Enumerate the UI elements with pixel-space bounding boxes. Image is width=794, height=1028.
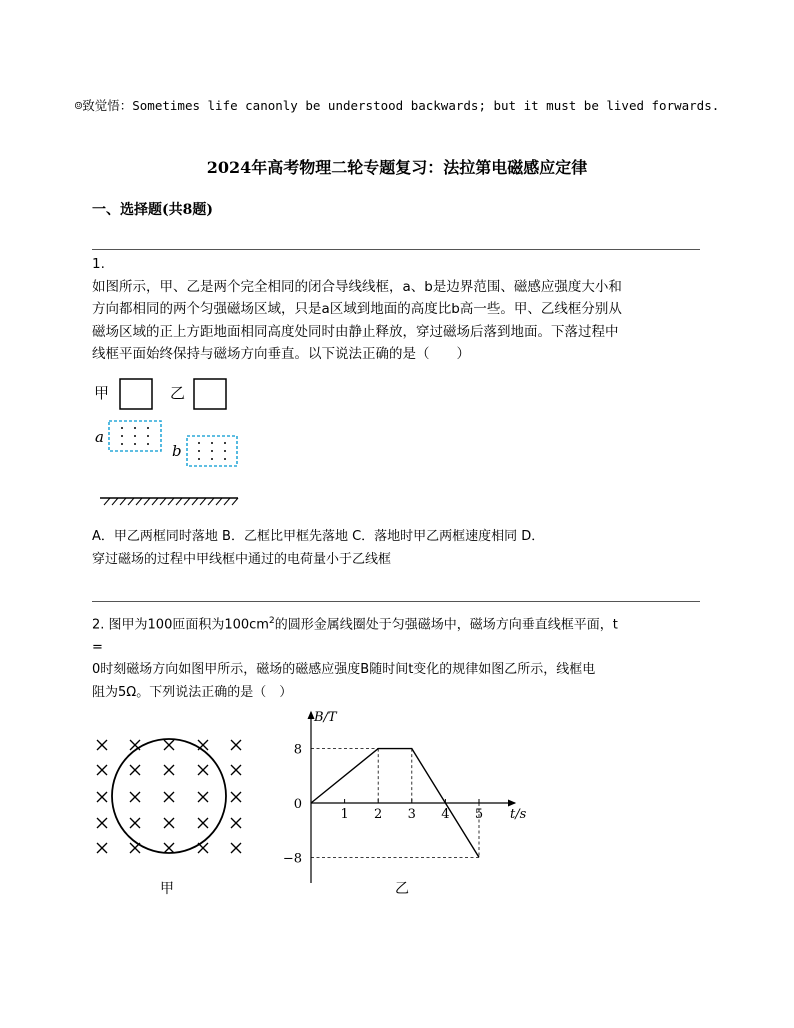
question-2-line: = — [92, 639, 103, 655]
divider — [92, 601, 700, 602]
y-tick-label: 0 — [293, 797, 302, 812]
y-axis-label: B/T — [314, 710, 337, 725]
field-crosses — [97, 740, 241, 853]
field-dots-b — [198, 442, 226, 460]
divider — [92, 249, 700, 250]
label-b: b — [172, 442, 182, 460]
x-tick-label: 5 — [474, 807, 484, 822]
question-1 — [92, 253, 704, 366]
x-tick-label: 4 — [441, 807, 450, 822]
question-2-line: 阻为5Ω。下列说法正确的是（ ） — [92, 684, 293, 700]
coil-circle — [112, 739, 226, 853]
q2-figure-yi — [280, 700, 530, 905]
section-heading: 一、选择题(共8题) — [92, 202, 213, 218]
question-1-number: 1. — [92, 256, 105, 272]
question-1-line: 如图所示，甲、乙是两个完全相同的闭合导线线框，a、b是边界范围、磁感应强度大小和 — [92, 278, 622, 295]
frame-jia — [120, 379, 152, 409]
motto: ☺致觉悟：Sometimes life canonly be understood backwards; but it must be lived forwards. — [74, 98, 720, 113]
question-1-line: 线框平面始终保持与磁场方向垂直。以下说法正确的是（ ） — [92, 346, 470, 362]
x-tick-label: 3 — [407, 807, 416, 822]
question-1-options — [92, 526, 704, 571]
options-line: 穿过磁场的过程中甲线框中通过的电荷量小于乙线框 — [92, 551, 392, 567]
page-title: 2024年高考物理二轮专题复习：法拉第电磁感应定律 — [206, 158, 588, 177]
frame-yi — [194, 379, 226, 409]
caption-jia: 甲 — [160, 881, 174, 897]
label-a: a — [95, 428, 104, 446]
question-2-line: 0时刻磁场方向如图甲所示，磁场的磁感应强度B随时间t变化的规律如图乙所示，线框电 — [92, 662, 596, 678]
question-1-line: 方向都相同的两个匀强磁场区域，只是a区域到地面的高度比b高一些。甲、乙线框分别从 — [92, 301, 622, 317]
question-2 — [92, 610, 704, 704]
label-jia: 甲 — [94, 384, 110, 402]
options-line: A．甲乙两框同时落地 B．乙框比甲框先落地 C．落地时甲乙两框速度相同 D． — [92, 529, 545, 544]
x-tick-label: 2 — [374, 807, 383, 822]
x-tick-label: 1 — [340, 807, 349, 822]
q1-figure — [88, 370, 258, 515]
y-tick-label: −8 — [282, 851, 302, 867]
x-axis-label: t/s — [510, 807, 527, 822]
ground-hatch — [104, 498, 238, 505]
q2-figure-jia — [88, 730, 258, 900]
field-dots-a — [121, 427, 149, 445]
label-yi: 乙 — [170, 384, 186, 402]
tick-labels — [283, 743, 483, 867]
y-tick-label: 8 — [293, 742, 302, 758]
question-2-line: 2. 图甲为100匝面积为$100cm^2$的圆形金属线圈处于匀强磁场中，磁场方向垂直线框平面，t — [92, 616, 618, 633]
caption-yi: 乙 — [395, 881, 409, 897]
question-1-line: 磁场区域的正上方距地面相同高度处同时由静止释放，穿过磁场后落到地面。下落过程中 — [92, 323, 619, 340]
